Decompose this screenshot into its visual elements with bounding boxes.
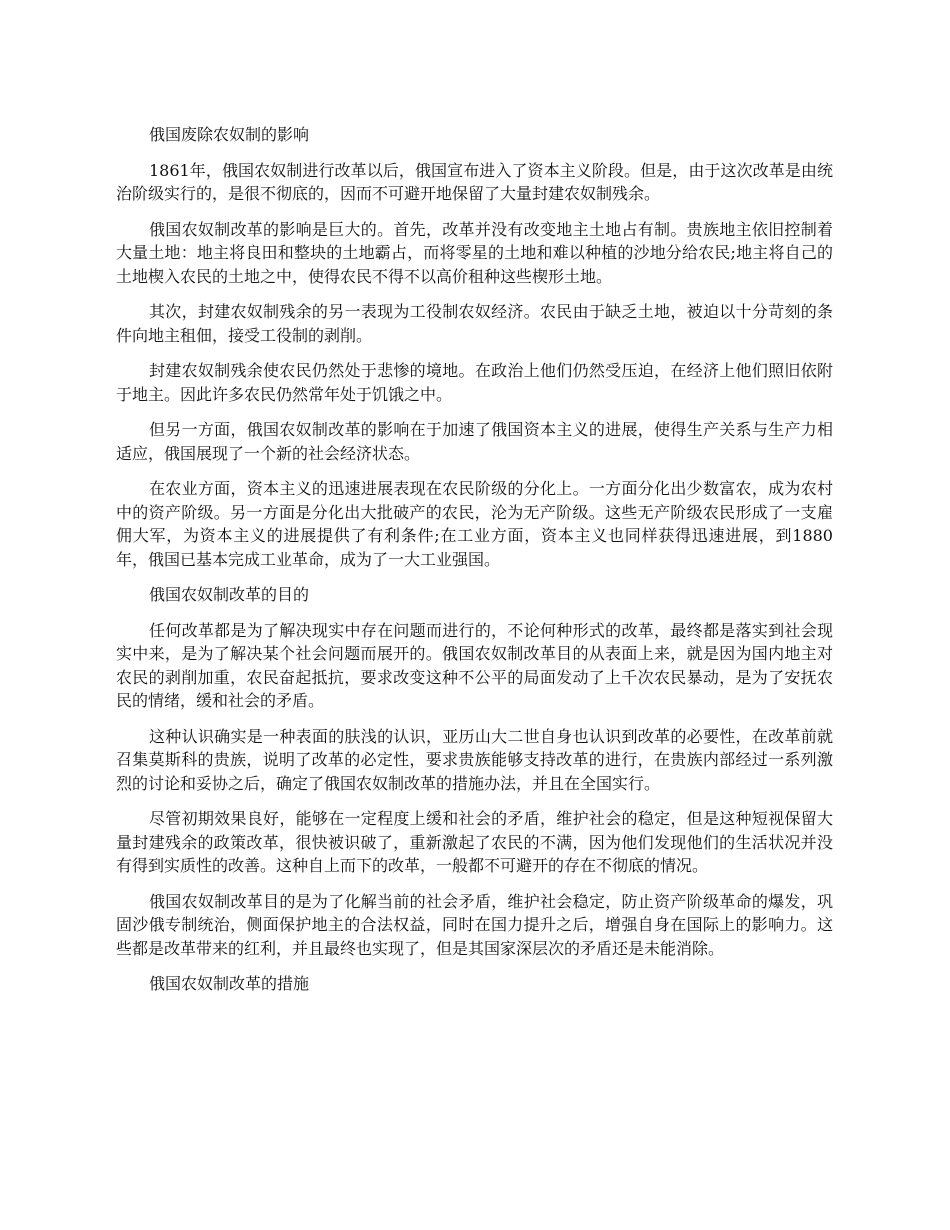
paragraph: 封建农奴制残余使农民仍然处于悲惨的境地。在政治上他们仍然受压迫，在经济上他们照旧依附于地主。因此许多农民仍然常年处于饥饿之中。 — [116, 361, 833, 404]
section-heading: 俄国农奴制改革的目的 — [149, 585, 310, 604]
paragraph: 其次，封建农奴制残余的另一表现为工役制农奴经济。农民由于缺乏土地，被迫以十分苛刻的条件向地主租佃，接受工役制的剥削。 — [116, 302, 833, 345]
paragraph: 任何改革都是为了解决现实中存在问题而进行的，不论何种形式的改革，最终都是落实到社会现实中来，是为了解决某个社会问题而展开的。俄国农奴制改革目的从表面上来，就是因为国内地主对农民的剥削加重，农民奋起抵抗，要求改变这种不公平的局面发动了上千次农民暴动，是为了安抚农民的情绪，缓和社会的矛盾。 — [116, 620, 833, 710]
paragraph: 俄国农奴制改革目的是为了化解当前的社会矛盾，维护社会稳定，防止资产阶级革命的爆发，巩固沙俄专制统治，侧面保护地主的合法权益，同时在国力提升之后，增强自身在国际上的影响力。这些都是改革带来的红利，并且最终也实现了，但是其国家深层次的矛盾还是未能消除。 — [116, 891, 833, 958]
paragraph: 这种认识确实是一种表面的肤浅的认识，亚历山大二世自身也认识到改革的必要性，在改革前就召集莫斯科的贵族，说明了改革的必定性，要求贵族能够支持改革的进行，在贵族内部经过一系列激烈的讨论和妥协之后，确定了俄国农奴制改革的措施办法，并且在全国实行。 — [116, 726, 833, 793]
paragraph: 1861年，俄国农奴制进行改革以后，俄国宣布进入了资本主义阶段。但是，由于这次改革是由统治阶级实行的，是很不彻底的，因而不可避开地保留了大量封建农奴制残余。 — [116, 160, 833, 203]
paragraph: 俄国农奴制改革的影响是巨大的。首先，改革并没有改变地主土地占有制。贵族地主依旧控制着大量土地：地主将良田和整块的土地霸占，而将零星的土地和难以种植的沙地分给农民;地主将自己的土地楔入农民的土地之中，使得农民不得不以高价租种这些楔形土地。 — [116, 219, 833, 286]
section-heading: 俄国废除农奴制的影响 — [149, 125, 310, 144]
paragraph: 在农业方面，资本主义的迅速进展表现在农民阶级的分化上。一方面分化出少数富农，成为农村中的资产阶级。另一方面是分化出大批破产的农民，沦为无产阶级。这些无产阶级农民形成了一支雇佣大军，为资本主义的进展提供了有利条件;在工业方面，资本主义也同样获得迅速进展，到1880年，俄国已基本完成工业革命，成为了一大工业强国。 — [116, 479, 833, 569]
section-heading: 俄国农奴制改革的措施 — [149, 974, 310, 993]
document-body — [116, 123, 833, 1008]
paragraph: 尽管初期效果良好，能够在一定程度上缓和社会的矛盾，维护社会的稳定，但是这种短视保留大量封建残余的政策改革，很快被识破了，重新激起了农民的不满，因为他们发现他们的生活状况并没有得到实质性的改善。这种自上而下的改革，一般都不可避开的存在不彻底的情况。 — [116, 809, 833, 875]
paragraph: 但另一方面，俄国农奴制改革的影响在于加速了俄国资本主义的进展，使得生产关系与生产力相适应，俄国展现了一个新的社会经济状态。 — [116, 420, 833, 463]
